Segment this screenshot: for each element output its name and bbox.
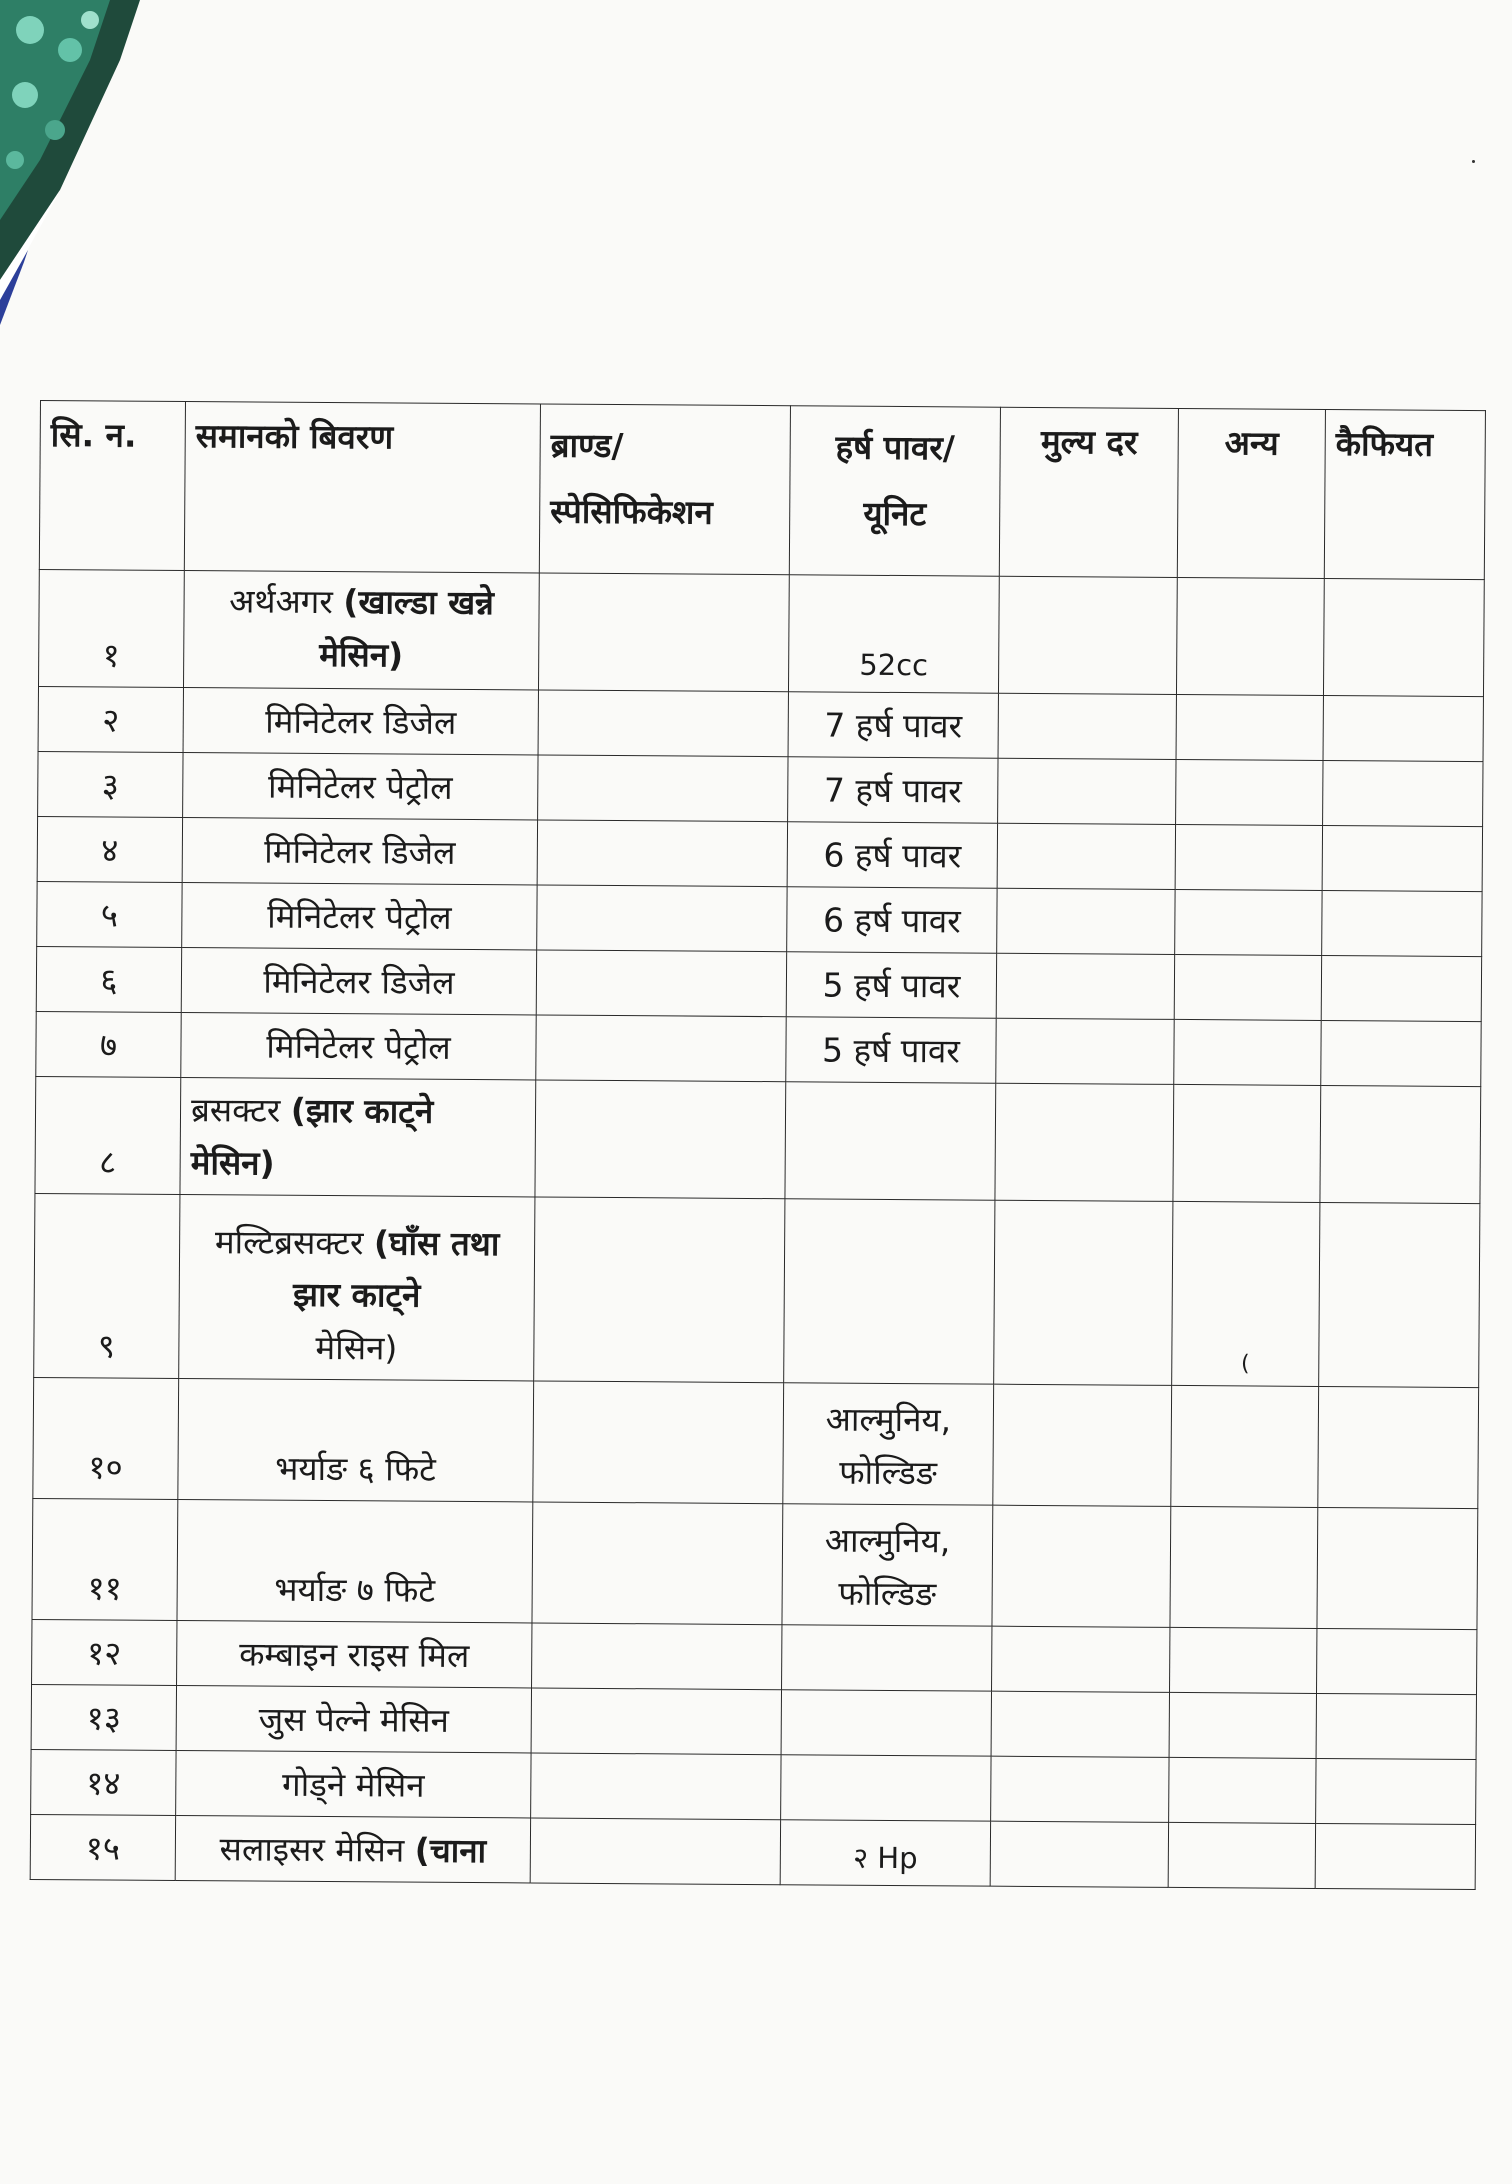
other-cell (1170, 1627, 1317, 1693)
remarks-cell (1316, 1693, 1476, 1759)
table-row (31, 1684, 1476, 1759)
price-cell (990, 1821, 1168, 1887)
serial-number: १३ (31, 1684, 176, 1750)
remarks-cell (1323, 760, 1483, 826)
brand-cell (538, 573, 789, 692)
table-row (37, 816, 1482, 891)
remarks-cell (1322, 890, 1482, 956)
scan-speck (1472, 160, 1475, 163)
price-cell (998, 576, 1177, 694)
power-cell: 6 हर्ष पावर (787, 822, 997, 888)
power-cell (785, 1082, 996, 1200)
remarks-cell (1318, 1386, 1479, 1508)
serial-number: ७ (36, 1011, 181, 1077)
item-description: भर्याङ ६ फिटे (178, 1378, 534, 1501)
serial-number: ३ (38, 751, 183, 817)
power-cell: 7 हर्ष पावर (788, 757, 998, 823)
other-cell (1176, 694, 1323, 760)
header-price: मुल्य दर (999, 407, 1178, 577)
item-note: (घाँस तथा झार काट्ने (292, 1222, 500, 1316)
power-cell: 5 हर्ष पावर (786, 952, 996, 1018)
table-row (34, 1193, 1480, 1387)
item-description: मिनिटेलर पेट्रोल (182, 883, 537, 950)
serial-number: १५ (30, 1814, 175, 1880)
table-row (30, 1814, 1475, 1889)
header-other: अन्य (1177, 408, 1325, 578)
serial-number: ९ (34, 1193, 180, 1378)
brand-cell (534, 1197, 785, 1383)
header-remarks: कैफियत (1324, 409, 1485, 579)
item-note: (खाल्डा खन्ने मेसिन) (319, 582, 495, 675)
brand-cell (531, 1753, 781, 1820)
remarks-cell (1323, 578, 1484, 696)
brand-cell (533, 1381, 784, 1504)
item-description (180, 1077, 536, 1196)
table-row (38, 686, 1483, 761)
remarks-cell (1319, 1202, 1480, 1387)
brand-cell (536, 950, 786, 1017)
serial-number: ४ (37, 816, 182, 882)
brand-cell (537, 885, 787, 952)
remarks-cell (1321, 1020, 1481, 1086)
serial-number: १ (38, 569, 184, 687)
table-row (32, 1498, 1478, 1629)
item-description: मिनिटेलर डिजेल (181, 948, 536, 1015)
serial-number: १० (33, 1377, 179, 1499)
item-name: सलाइसर मेसिन (219, 1829, 405, 1870)
other-cell (1170, 1506, 1318, 1628)
item-note: (चाना (414, 1830, 487, 1871)
table-row (32, 1619, 1477, 1694)
remarks-cell (1316, 1758, 1476, 1824)
price-cell (993, 1384, 1172, 1506)
decorative-corner-graphic (0, 0, 150, 330)
brand-cell (536, 1015, 786, 1082)
other-cell (1174, 954, 1321, 1020)
other-cell (1171, 1385, 1319, 1507)
table-row (38, 569, 1484, 696)
other-cell (1169, 1692, 1316, 1758)
price-cell (991, 1756, 1169, 1822)
serial-number: ८ (35, 1076, 181, 1194)
serial-number: ५ (37, 881, 182, 947)
item-description: मिनिटेलर डिजेल (183, 688, 538, 755)
item-name: अर्थअगर (229, 581, 333, 622)
remarks-cell (1323, 695, 1483, 761)
power-cell: आल्मुनिय, फोल्डिङ (783, 1383, 994, 1505)
brand-cell (535, 1080, 786, 1199)
other-cell (1175, 889, 1322, 955)
remarks-cell (1322, 825, 1482, 891)
power-cell: 6 हर्ष पावर (787, 887, 997, 953)
price-cell (992, 1505, 1171, 1627)
header-brand: ब्राण्ड/ स्पेसिफिकेशन (539, 404, 790, 575)
item-name: मल्टिब्रसक्टर (214, 1221, 364, 1262)
item-description: मिनिटेलर पेट्रोल (183, 753, 538, 820)
price-cell (995, 1083, 1174, 1201)
stray-mark: ( (1240, 1351, 1250, 1377)
power-cell (781, 1690, 991, 1756)
price-cell (998, 693, 1176, 759)
brand-cell (532, 1502, 783, 1625)
brand-cell (538, 690, 788, 757)
item-note-tail: मेसिन) (315, 1328, 398, 1368)
table-row (37, 881, 1482, 956)
item-description (179, 1194, 535, 1380)
brand-cell (530, 1818, 780, 1885)
table-row (36, 1011, 1481, 1086)
item-description: कम्बाइन राइस मिल (177, 1620, 532, 1687)
item-description: मिनिटेलर डिजेल (182, 818, 537, 885)
remarks-cell (1320, 1085, 1481, 1203)
brand-cell (538, 755, 788, 822)
serial-number: ११ (32, 1498, 178, 1620)
other-cell (1173, 1084, 1321, 1202)
other-cell (1169, 1757, 1316, 1823)
price-cell (998, 758, 1176, 824)
table-row (36, 946, 1481, 1021)
price-cell (997, 823, 1175, 889)
serial-number: २ (38, 686, 183, 752)
other-cell (1176, 759, 1323, 825)
price-cell (997, 888, 1175, 954)
serial-number: १२ (32, 1619, 177, 1685)
item-description: गोड्ने मेसिन (176, 1750, 531, 1817)
other-cell (1172, 1201, 1320, 1386)
brand-cell (537, 820, 787, 887)
other-cell (1175, 824, 1322, 890)
price-cell (996, 1018, 1174, 1084)
table-row (31, 1749, 1476, 1824)
header-description: समानको बिवरण (184, 402, 540, 573)
table-row (38, 751, 1483, 826)
other-cell (1174, 1019, 1321, 1085)
item-description: मिनिटेलर पेट्रोल (181, 1013, 536, 1080)
power-cell (782, 1625, 992, 1691)
other-cell (1176, 577, 1324, 695)
other-cell (1168, 1822, 1315, 1888)
power-cell: 5 हर्ष पावर (786, 1017, 996, 1083)
power-cell: 52cc (788, 575, 999, 693)
remarks-cell (1321, 955, 1481, 1021)
item-description: जुस पेल्ने मेसिन (176, 1685, 531, 1752)
power-cell: 7 हर्ष पावर (788, 692, 998, 758)
price-cell (996, 953, 1174, 1019)
power-cell: २ Hp (780, 1820, 990, 1886)
table-header-row (39, 401, 1485, 580)
table-row (33, 1377, 1479, 1508)
remarks-cell (1317, 1507, 1478, 1629)
item-name: ब्रसक्टर (190, 1090, 281, 1131)
goods-table (30, 400, 1486, 1890)
remarks-cell (1315, 1823, 1475, 1889)
price-cell (992, 1626, 1170, 1692)
header-sn: सि. न. (39, 401, 185, 571)
serial-number: ६ (36, 946, 181, 1012)
table-row (35, 1076, 1481, 1203)
item-note: (झार काट्ने मेसिन) (190, 1091, 434, 1183)
serial-number: १४ (31, 1749, 176, 1815)
brand-cell (531, 1688, 781, 1755)
header-power: हर्ष पावर/ यूनिट (789, 406, 1000, 576)
power-cell (784, 1199, 995, 1384)
price-cell (994, 1200, 1173, 1385)
brand-cell (532, 1623, 782, 1690)
power-cell (781, 1755, 991, 1821)
power-cell: आल्मुनिय,फोल्डिङ (782, 1504, 993, 1626)
item-description: भर्याङ ७ फिटे (177, 1499, 533, 1622)
price-cell (991, 1691, 1169, 1757)
item-description (183, 571, 539, 690)
remarks-cell (1317, 1628, 1477, 1694)
item-description (175, 1815, 530, 1882)
